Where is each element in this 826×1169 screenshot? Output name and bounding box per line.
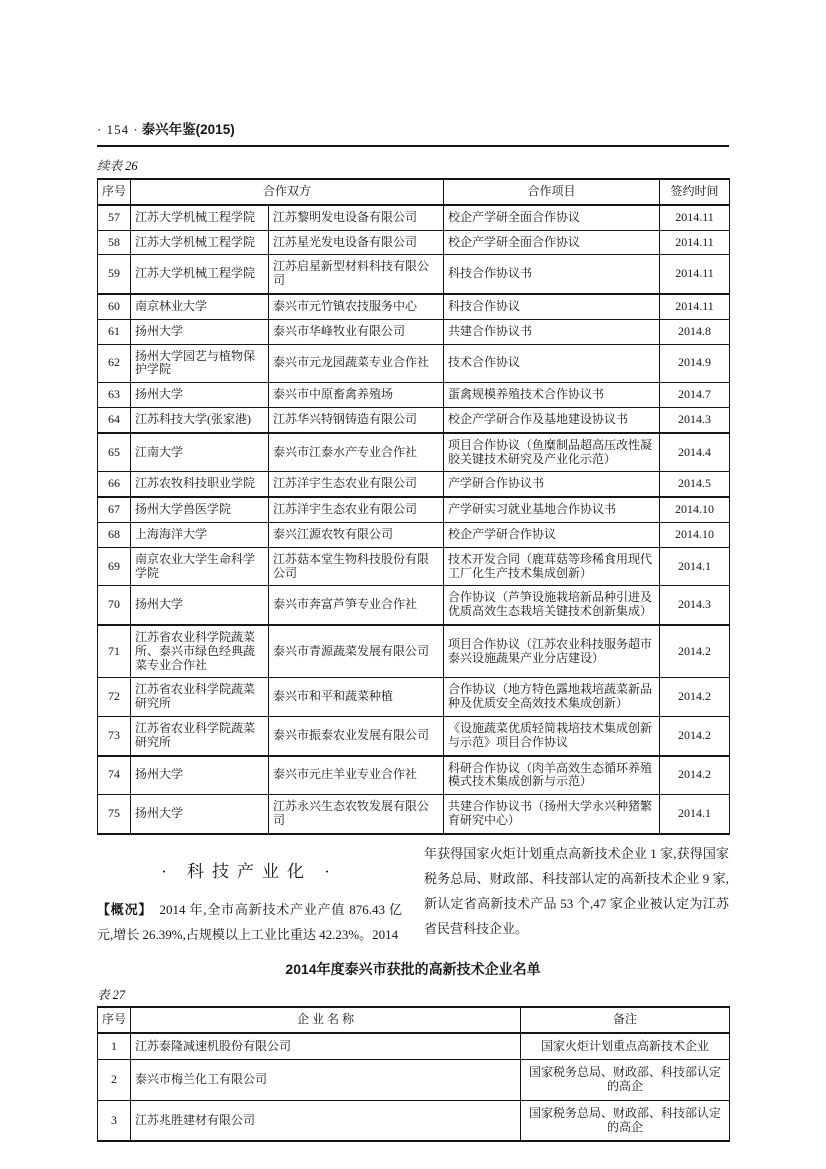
table-row	[98, 255, 730, 294]
cell-project: 技术合作协议	[444, 344, 660, 383]
cell-party1: 江苏省农业科学院蔬菜所、泰兴市绿色经典蔬菜专业合作社	[131, 625, 269, 678]
table-row	[98, 586, 730, 625]
table-row	[98, 497, 730, 522]
cell-party2: 泰兴市元庄羊业专业合作社	[269, 756, 444, 795]
cell-project: 产学研合作协议书	[444, 472, 660, 497]
cell-date: 2014.11	[660, 205, 730, 230]
cell-no: 62	[98, 344, 131, 383]
cell-no: 58	[98, 230, 131, 255]
cell-date: 2014.2	[660, 756, 730, 795]
col-header-remark: 备注	[521, 1007, 730, 1033]
cooperation-table-body	[98, 205, 730, 834]
cooperation-table	[97, 178, 730, 835]
cell-party1: 江苏科技大学(张家港)	[131, 407, 269, 432]
cell-project: 共建合作协议书	[444, 319, 660, 344]
cell-no: 74	[98, 756, 131, 795]
table-row	[98, 230, 730, 255]
cell-no: 3	[98, 1100, 131, 1141]
cell-party1: 江苏省农业科学院蔬菜研究所	[131, 716, 269, 755]
cell-date: 2014.11	[660, 230, 730, 255]
cell-project: 合作协议（芦笋设施栽培新品种引进及优质高效生态栽培关键技术创新集成）	[444, 586, 660, 625]
table-row	[98, 472, 730, 497]
overview-label: 【概况】	[97, 901, 146, 917]
table-row	[98, 756, 730, 795]
cell-party2: 泰兴市振泰农业发展有限公司	[269, 716, 444, 755]
cell-no: 75	[98, 795, 131, 834]
cell-no: 72	[98, 678, 131, 717]
overview-paragraph	[97, 897, 402, 947]
col-header-enterprise-name: 企 业 名 称	[131, 1007, 521, 1033]
cell-date: 2014.11	[660, 294, 730, 319]
cell-no: 73	[98, 716, 131, 755]
cell-party1: 扬州大学园艺与植物保护学院	[131, 344, 269, 383]
cell-enterprise-name: 泰兴市梅兰化工有限公司	[131, 1060, 521, 1101]
table-row	[98, 678, 730, 717]
cell-project: 合作协议（地方特色露地栽培蔬菜新品种及优质安全高效技术集成创新）	[444, 678, 660, 717]
table-row	[98, 294, 730, 319]
cell-date: 2014.1	[660, 547, 730, 586]
cell-no: 59	[98, 255, 131, 294]
page-header	[97, 118, 729, 138]
cell-party2: 泰兴市青源蔬菜发展有限公司	[269, 625, 444, 678]
cell-party1: 扬州大学	[131, 586, 269, 625]
cell-party1: 江苏农牧科技职业学院	[131, 472, 269, 497]
table-row	[98, 1033, 730, 1060]
cell-party2: 泰兴市元竹镇农技服务中心	[269, 294, 444, 319]
table-row	[98, 625, 730, 678]
cell-project: 科技合作协议书	[444, 255, 660, 294]
cell-project: 蛋禽规模养殖技术合作协议书	[444, 383, 660, 408]
table-row	[98, 344, 730, 383]
cell-project: 《设施蔬菜优质轻简栽培技术集成创新与示范》项目合作协议	[444, 716, 660, 755]
cell-no: 70	[98, 586, 131, 625]
cell-party1: 扬州大学	[131, 383, 269, 408]
cell-party1: 扬州大学	[131, 319, 269, 344]
cell-project: 校企产学研全面合作协议	[444, 205, 660, 230]
cell-party1: 江苏大学机械工程学院	[131, 230, 269, 255]
cell-party1: 扬州大学	[131, 756, 269, 795]
cell-party2: 江苏华兴特钢铸造有限公司	[269, 407, 444, 432]
cell-project: 科研合作协议（肉羊高效生态循环养殖模式技术集成创新与示范）	[444, 756, 660, 795]
cell-date: 2014.3	[660, 586, 730, 625]
cell-date: 2014.7	[660, 383, 730, 408]
cell-date: 2014.5	[660, 472, 730, 497]
cell-project: 技术开发合同（鹿茸菇等珍稀食用现代工厂化生产技术集成创新）	[444, 547, 660, 586]
cell-project: 项目合作协议（江苏农业科技服务超市泰兴设施蔬果产业分店建设）	[444, 625, 660, 678]
col-header-no: 序号	[98, 179, 131, 205]
cell-party1: 江苏大学机械工程学院	[131, 205, 269, 230]
cooperation-table-header	[98, 179, 730, 205]
cell-date: 2014.2	[660, 625, 730, 678]
cell-remark: 国家税务总局、财政部、科技部认定的高企	[521, 1060, 730, 1101]
cell-date: 2014.10	[660, 497, 730, 522]
cell-no: 57	[98, 205, 131, 230]
cell-project: 校企产学研合作协议	[444, 522, 660, 547]
hi-tech-table-body	[98, 1033, 730, 1142]
right-column	[424, 841, 729, 947]
table27-label: 表 27	[97, 987, 126, 1002]
cell-date: 2014.3	[660, 407, 730, 432]
cell-party1: 上海海洋大学	[131, 522, 269, 547]
header-rule	[97, 145, 729, 147]
table-row	[98, 547, 730, 586]
table-row	[98, 1060, 730, 1101]
cell-project: 科技合作协议	[444, 294, 660, 319]
cell-party2: 江苏洋宇生态农业有限公司	[269, 472, 444, 497]
cell-no: 2	[98, 1060, 131, 1101]
cell-enterprise-name: 江苏兆胜建材有限公司	[131, 1100, 521, 1141]
table-row	[98, 433, 730, 472]
cell-date: 2014.1	[660, 795, 730, 834]
cell-party2: 泰兴市中原畜禽养殖场	[269, 383, 444, 408]
cell-remark: 国家火炬计划重点高新技术企业	[521, 1033, 730, 1060]
cell-party1: 南京林业大学	[131, 294, 269, 319]
cell-project: 共建合作协议书（扬州大学永兴种猪繁育研究中心）	[444, 795, 660, 834]
cell-date: 2014.2	[660, 716, 730, 755]
col-header-date: 签约时间	[660, 179, 730, 205]
cell-party2: 江苏菇本堂生物科技股份有限公司	[269, 547, 444, 586]
table-row	[98, 522, 730, 547]
cell-no: 60	[98, 294, 131, 319]
cell-no: 69	[98, 547, 131, 586]
hi-tech-enterprise-table	[97, 1006, 730, 1143]
table-row	[98, 407, 730, 432]
cell-party1: 江苏省农业科学院蔬菜研究所	[131, 678, 269, 717]
cell-no: 68	[98, 522, 131, 547]
cell-party1: 江苏大学机械工程学院	[131, 255, 269, 294]
cell-party2: 江苏星光发电设备有限公司	[269, 230, 444, 255]
table-row	[98, 795, 730, 834]
cell-party1: 南京农业大学生命科学学院	[131, 547, 269, 586]
cell-date: 2014.2	[660, 678, 730, 717]
table-row	[98, 319, 730, 344]
cell-party1: 扬州大学兽医学院	[131, 497, 269, 522]
book-title: 泰兴年鉴(2015)	[141, 122, 235, 137]
cell-party2: 泰兴市华峰牧业有限公司	[269, 319, 444, 344]
cell-no: 71	[98, 625, 131, 678]
page-number: · 154 ·	[97, 122, 139, 137]
cell-party2: 泰兴市奔富芦笋专业合作社	[269, 586, 444, 625]
overview-text-left: 2014 年,全市高新技术产业产值 876.43 亿元,增长 26.39%,占规模以上工业比重达 42.23%。2014	[97, 901, 402, 942]
overview-text-right: 年获得国家火炬计划重点高新技术企业 1 家,获得国家税务总局、财政部、科技部认定的高新技术企业 9 家,新认定省高新技术产品 53 个,47 家企业被认定为江苏省民营科技企业。	[424, 845, 729, 936]
cell-no: 67	[98, 497, 131, 522]
cell-party2: 江苏启星新型材料科技有限公司	[269, 255, 444, 294]
cell-no: 63	[98, 383, 131, 408]
left-column	[97, 841, 402, 947]
cell-project: 校企产学研全面合作协议	[444, 230, 660, 255]
cell-project: 校企产学研合作及基地建设协议书	[444, 407, 660, 432]
cell-party2: 泰兴市江泰水产专业合作社	[269, 433, 444, 472]
page-content	[97, 118, 729, 1142]
cell-party2: 江苏洋宇生态农业有限公司	[269, 497, 444, 522]
cell-party1: 扬州大学	[131, 795, 269, 834]
cell-party2: 江苏永兴生态农牧发展有限公司	[269, 795, 444, 834]
col-header-parties: 合作双方	[131, 179, 444, 205]
cell-remark: 国家税务总局、财政部、科技部认定的高企	[521, 1100, 730, 1141]
cell-date: 2014.11	[660, 255, 730, 294]
cell-date: 2014.9	[660, 344, 730, 383]
cell-party1: 江南大学	[131, 433, 269, 472]
cell-party2: 泰兴江源农牧有限公司	[269, 522, 444, 547]
cell-no: 65	[98, 433, 131, 472]
hi-tech-table-header	[98, 1007, 730, 1033]
table-row	[98, 1100, 730, 1141]
table-row	[98, 716, 730, 755]
cell-project: 项目合作协议（鱼糜制品超高压改性凝胶关键技术研究及产业化示范）	[444, 433, 660, 472]
cell-party2: 泰兴市和平和蔬菜种植	[269, 678, 444, 717]
cell-date: 2014.10	[660, 522, 730, 547]
cell-no: 1	[98, 1033, 131, 1060]
col-header-project: 合作项目	[444, 179, 660, 205]
table26-continued-label: 续表 26	[97, 159, 138, 173]
table-row	[98, 205, 730, 230]
table-row	[98, 383, 730, 408]
cell-project: 产学研实习就业基地合作协议书	[444, 497, 660, 522]
cell-no: 61	[98, 319, 131, 344]
table27-title: 2014年度泰兴市获批的高新技术企业名单	[285, 960, 541, 977]
section-sci-tech-industrialization	[97, 841, 729, 947]
cell-date: 2014.8	[660, 319, 730, 344]
cell-party2: 江苏黎明发电设备有限公司	[269, 205, 444, 230]
cell-no: 66	[98, 472, 131, 497]
cell-date: 2014.4	[660, 433, 730, 472]
col-header-no: 序号	[98, 1007, 131, 1033]
cell-party2: 泰兴市元龙园蔬菜专业合作社	[269, 344, 444, 383]
cell-no: 64	[98, 407, 131, 432]
section-heading: · 科技产业化 ·	[161, 861, 338, 881]
cell-enterprise-name: 江苏泰隆减速机股份有限公司	[131, 1033, 521, 1060]
